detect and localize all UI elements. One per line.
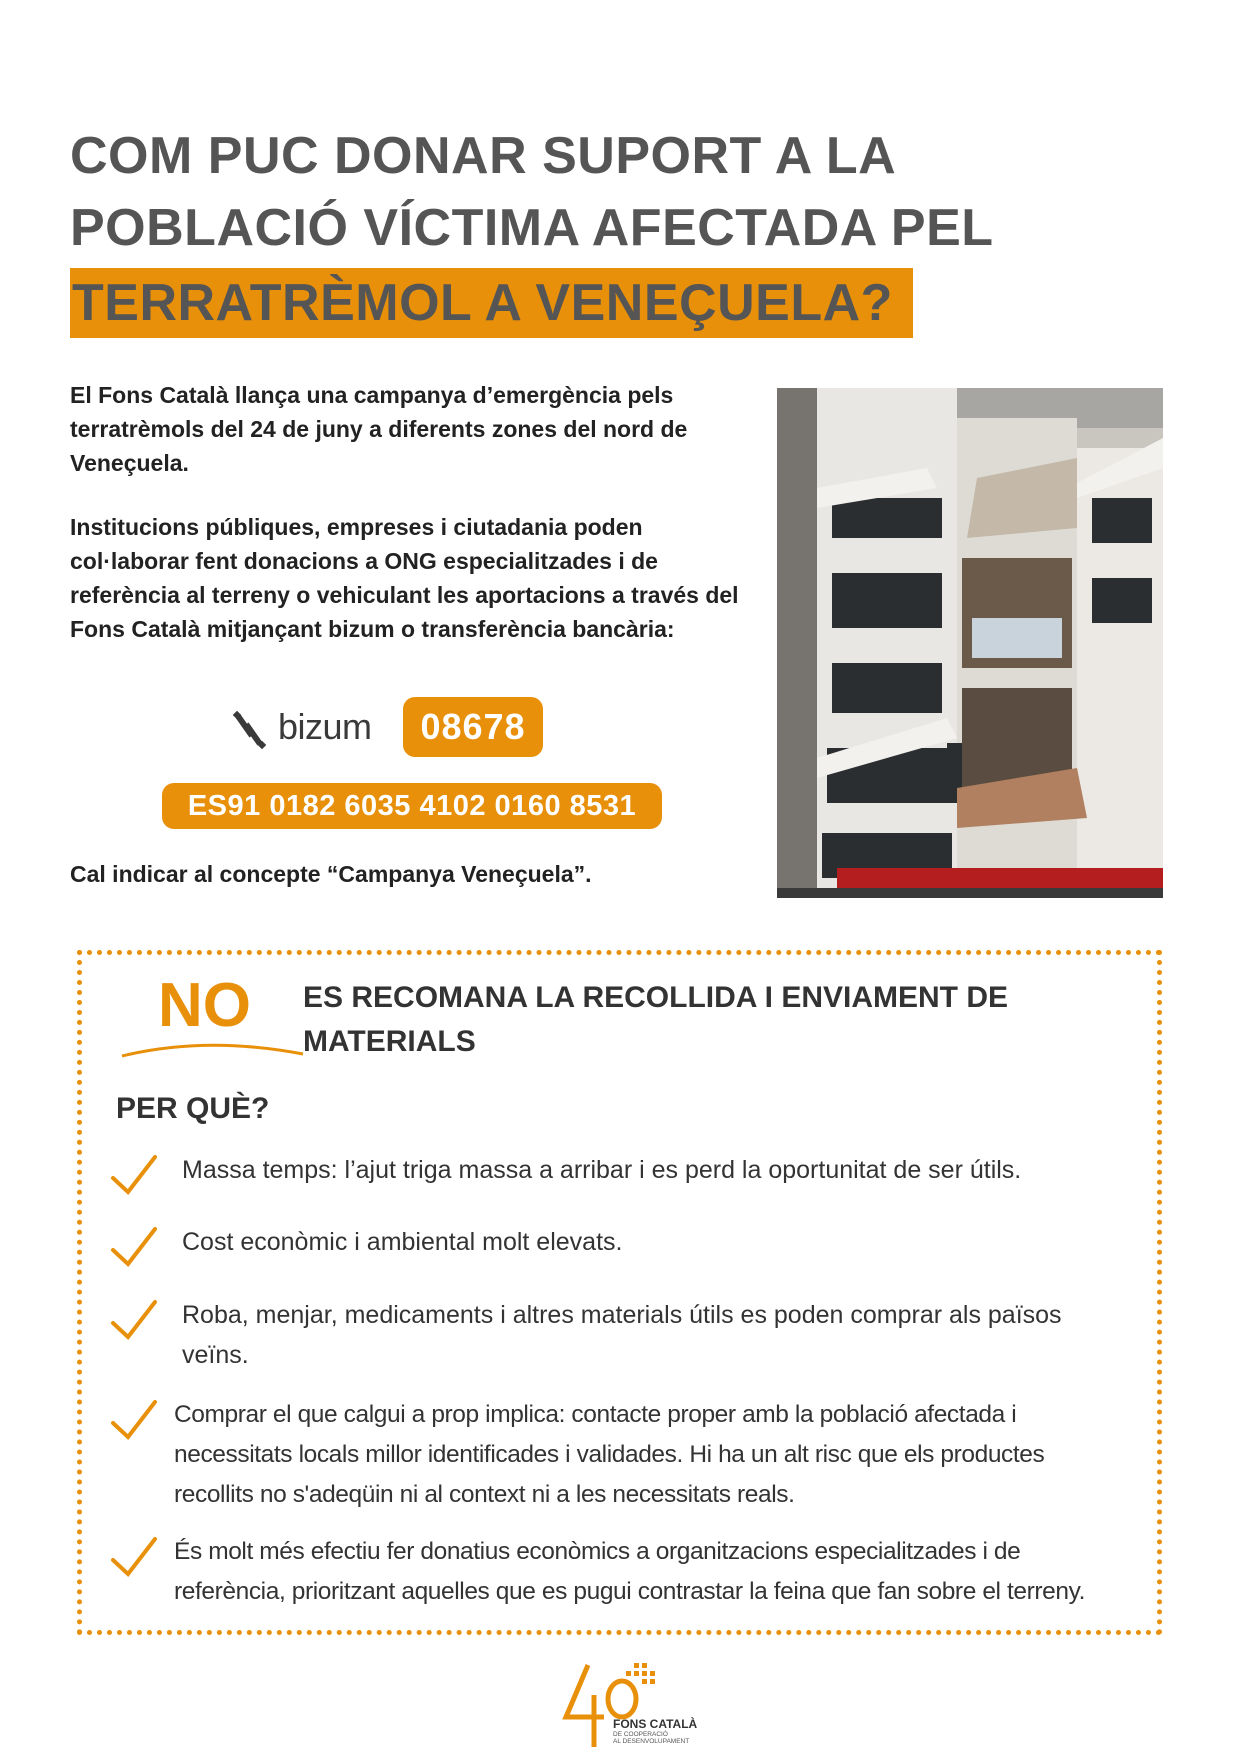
title-line-2: POBLACIÓ VÍCTIMA AFECTADA PEL (70, 199, 994, 257)
iban-number: ES91 0182 6035 4102 0160 8531 (162, 783, 662, 829)
reason-text: Comprar el que calgui a prop implica: contacte proper amb la població afectada i necessitats locals millor identificades i validades. Hi ha un alt risc que els productes recollits no s'adeqüin ni al context ni a les necessitats reals. (174, 1401, 1045, 1508)
bizum-label: bizum (278, 706, 372, 747)
checkmark-icon (110, 1536, 158, 1580)
checkmark-icon (110, 1154, 158, 1198)
title-line-1: COM PUC DONAR SUPORT A LA (70, 127, 897, 185)
logo-subtitle-line-1: DE COOPERACIÓ (613, 1731, 668, 1738)
bizum-logo-icon (232, 708, 272, 752)
no-word: NO (158, 971, 251, 1040)
reason-text: Massa temps: l’ajut triga massa a arribar i es perd la oportunitat de ser útils. (182, 1156, 1022, 1184)
checkmark-icon (110, 1399, 158, 1443)
logo-name: FONS CATALÀ (613, 1717, 698, 1731)
page-title (70, 120, 1070, 339)
checkmark-icon (110, 1299, 158, 1343)
damaged-building-photo (777, 388, 1163, 898)
intro-paragraph-2: Institucions públiques, empreses i ciutadania poden col·laborar fent donacions a ONG especialitzades i de referència al terreny o vehiculant les aportacions a través del Fons Català mitjançant bizum o transferència bancària: (70, 514, 739, 642)
logo-subtitle (613, 1731, 689, 1745)
no-underline-decoration (120, 1040, 305, 1060)
title-highlight: TERRATRÈMOL A VENEÇUELA? (70, 268, 913, 338)
reason-text: És molt més efectiu fer donatius econòmics a organitzacions especialitzades i de referència, prioritzant aquelles que es pugui contrastar la feina que fan sobre el terreny. (174, 1538, 1086, 1605)
logo-subtitle-line-2: AL DESENVOLUPAMENT (613, 1738, 690, 1745)
intro-text (70, 378, 760, 676)
concept-note: Cal indicar al concepte “Campanya Veneçuela”. (70, 861, 592, 887)
reason-text: Cost econòmic i ambiental molt elevats. (182, 1228, 623, 1256)
checkmark-icon (110, 1226, 158, 1270)
fons-catala-40-logo (560, 1655, 700, 1750)
bizum-code: 08678 (403, 697, 543, 757)
intro-paragraph-1: El Fons Català llança una campanya d’emergència pels terratrèmols del 24 de juny a diferents zones del nord de Veneçuela. (70, 382, 688, 476)
reason-text: Roba, menjar, medicaments i altres materials útils es poden comprar als països veïns. (182, 1301, 1062, 1369)
recommendation-headline: ES RECOMANA LA RECOLLIDA I ENVIAMENT DE MATERIALS (303, 981, 1009, 1058)
why-heading: PER QUÈ? (116, 1092, 270, 1125)
